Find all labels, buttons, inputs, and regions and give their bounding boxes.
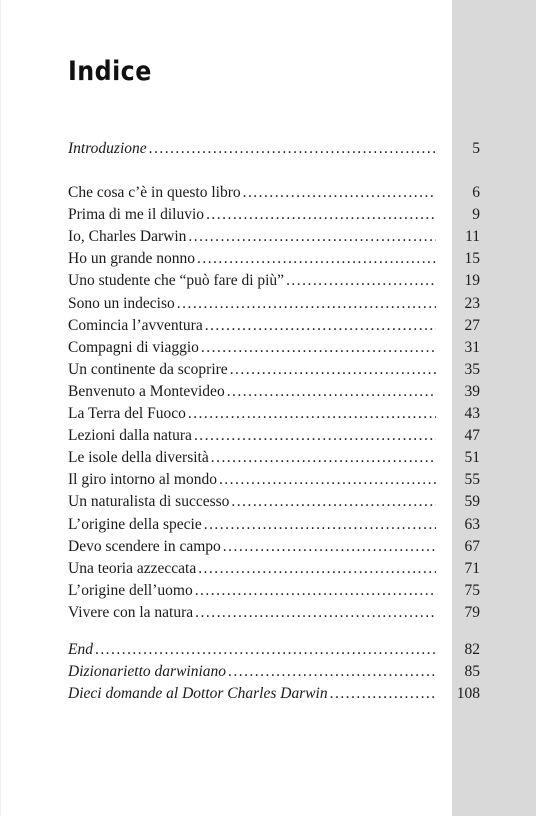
dot-leader [227, 381, 436, 403]
dot-leader [197, 248, 436, 270]
toc-entry [68, 403, 480, 425]
toc-entry-page-number: 35 [464, 360, 480, 378]
toc-entry [68, 558, 480, 580]
toc-entry-title: Compagni di viaggio [68, 338, 199, 356]
toc-entry-title: Introduzione [68, 140, 147, 157]
toc-entry [68, 514, 480, 536]
toc-entry-page-number: 71 [464, 559, 480, 577]
toc-entry-page-number: 23 [464, 294, 480, 312]
toc-entry-title: Io, Charles Darwin [68, 228, 187, 246]
toc-entry-title: Uno studente che “può fare di più” [68, 272, 285, 290]
toc-entry [68, 469, 480, 491]
dot-leader [188, 226, 436, 248]
toc-entry-page-number: 79 [464, 603, 480, 621]
toc-entry [68, 447, 480, 469]
toc-entry-page-number: 55 [464, 471, 480, 489]
dot-leader [228, 661, 436, 683]
toc-entry-title: Benvenuto a Montevideo [68, 382, 225, 400]
dot-leader [206, 204, 436, 226]
toc-entry [68, 602, 480, 624]
toc-entry-page-number: 27 [464, 316, 480, 334]
toc-entry [68, 536, 480, 558]
toc-entry-title: Devo scendere in campo [68, 537, 221, 555]
dot-leader [188, 403, 436, 425]
dot-leader [330, 683, 436, 705]
toc-entry-title: Un continente da scoprire [68, 360, 228, 378]
dot-leader [177, 293, 436, 315]
toc-entry [68, 639, 480, 661]
toc-entry [68, 248, 480, 270]
toc-entry-page-number: 82 [464, 641, 480, 658]
toc-entry-title: Le isole della diversità [68, 449, 209, 467]
toc-entry-title: L’origine dell’uomo [68, 581, 193, 599]
toc-entry-page-number: 9 [472, 206, 480, 224]
toc-entry [68, 683, 480, 705]
dot-leader [204, 514, 436, 536]
dot-leader [194, 425, 436, 447]
page-title: Indice [68, 56, 152, 87]
toc-entry-page-number: 15 [464, 250, 480, 268]
toc-entry-page-number: 108 [456, 685, 480, 703]
toc-entry-page-number: 67 [464, 537, 480, 555]
toc-entry-page-number: 59 [464, 493, 480, 511]
page-edge [0, 0, 1, 816]
dot-leader [243, 182, 436, 204]
toc-entry-title: Comincia l’avventura [68, 316, 203, 334]
dot-leader [205, 315, 436, 337]
dot-leader [286, 270, 436, 292]
dot-leader [223, 536, 436, 558]
dot-leader [231, 491, 436, 513]
toc-entry [68, 359, 480, 381]
toc-entry-title: Una teoria azzeccata [68, 559, 197, 577]
toc-entry-title: Dizionarietto darwiniano [68, 663, 227, 681]
toc-entry-title: L’origine della specie [68, 515, 202, 533]
toc-entry-title: Che cosa c’è in questo libro [68, 184, 241, 201]
toc-entry [68, 425, 480, 447]
toc-entry [68, 138, 480, 160]
toc-entry-title: Vivere con la natura [68, 603, 194, 621]
toc-entry [68, 381, 480, 403]
dot-leader [201, 337, 436, 359]
dot-leader [195, 602, 436, 624]
toc-entry-title: End [68, 641, 93, 658]
toc-entry-page-number: 19 [464, 272, 480, 290]
dot-leader [219, 469, 436, 491]
toc-entry [68, 182, 480, 204]
dot-leader [198, 558, 436, 580]
toc-entry [68, 293, 480, 315]
toc-entry-title: Lezioni dalla natura [68, 427, 192, 445]
toc-entry-title: Prima di me il diluvio [68, 206, 205, 224]
dot-leader [230, 359, 436, 381]
toc-entry [68, 204, 480, 226]
toc-entry-page-number: 31 [464, 338, 480, 356]
toc-entry [68, 337, 480, 359]
toc-entry-page-number: 75 [464, 581, 480, 599]
dot-leader [95, 639, 436, 661]
toc-entry [68, 580, 480, 602]
toc-entry-page-number: 6 [472, 184, 480, 201]
toc-entry-title: La Terra del Fuoco [68, 405, 186, 422]
toc-entry [68, 661, 480, 683]
toc-entry-page-number: 47 [464, 427, 480, 445]
toc-entry-page-number: 5 [472, 140, 480, 157]
toc-entry-title: Un naturalista di successo [68, 493, 230, 511]
toc-entry [68, 491, 480, 513]
toc-entry-page-number: 51 [464, 449, 480, 467]
toc-entry [68, 270, 480, 292]
toc-entry-page-number: 85 [464, 663, 480, 681]
dot-leader [195, 580, 436, 602]
toc-entry-title: Il giro intorno al mondo [68, 471, 217, 489]
dot-leader [211, 447, 436, 469]
toc-entry-page-number: 39 [464, 382, 480, 400]
toc-entry [68, 315, 480, 337]
toc-entry-page-number: 11 [465, 228, 480, 246]
toc-entry-page-number: 43 [464, 405, 480, 422]
toc-entry-title: Sono un indeciso [68, 294, 175, 312]
dot-leader [149, 138, 436, 160]
toc-entry-title: Dieci domande al Dottor Charles Darwin [68, 685, 328, 703]
toc-entry-page-number: 63 [464, 515, 480, 533]
toc-entry-title: Ho un grande nonno [68, 250, 195, 268]
toc-entry [68, 226, 480, 248]
